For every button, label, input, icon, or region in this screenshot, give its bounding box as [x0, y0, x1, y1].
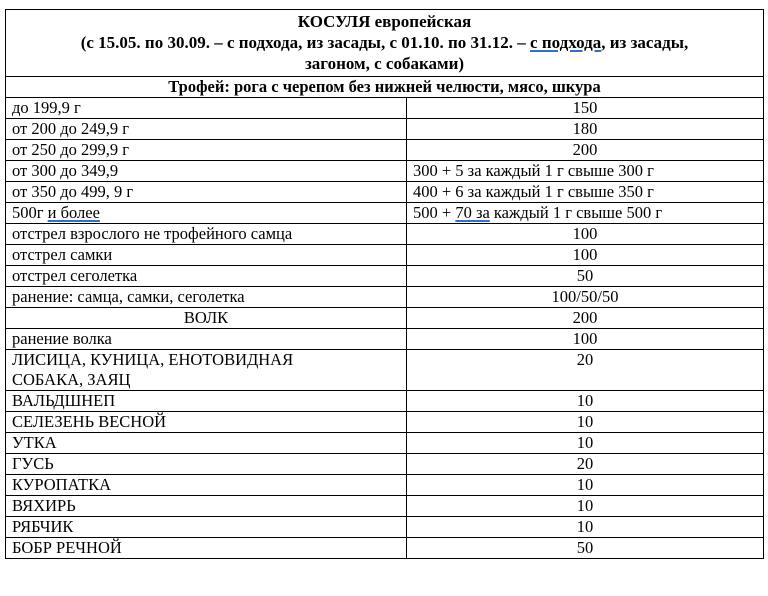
table-row [6, 203, 764, 224]
row-label: ВАЛЬДШНЕП [6, 391, 407, 412]
row-value: 10 [407, 433, 764, 454]
row-label: ранение: самца, самки, сеголетка [6, 287, 407, 308]
tariff-table [5, 9, 764, 559]
row-label: от 350 до 499, 9 г [6, 182, 407, 203]
table-row [6, 266, 764, 287]
row-value: 500 + 70 за каждый 1 г свыше 500 г [407, 203, 764, 224]
trophy-description: Трофей: рога с черепом без нижней челюсти, мясо, шкура [6, 77, 764, 98]
row-label: от 250 до 299,9 г [6, 140, 407, 161]
table-row [6, 517, 764, 538]
row-value: 20 [407, 454, 764, 475]
table-row [6, 119, 764, 140]
row-value: 100/50/50 [407, 287, 764, 308]
table-row [6, 161, 764, 182]
row-value: 10 [407, 496, 764, 517]
row-label: ранение волка [6, 329, 407, 350]
row-value: 100 [407, 245, 764, 266]
row-value: 50 [407, 538, 764, 559]
table-row [6, 475, 764, 496]
row-value: 10 [407, 412, 764, 433]
row-value: 180 [407, 119, 764, 140]
table-row [6, 224, 764, 245]
table-row [6, 140, 764, 161]
table-row [6, 350, 764, 391]
row-value: 150 [407, 98, 764, 119]
table-header-row [6, 10, 764, 77]
row-label: ВОЛК [6, 308, 407, 329]
table-row [6, 245, 764, 266]
species-header-cell [6, 10, 764, 77]
row-value: 200 [407, 308, 764, 329]
row-value: 400 + 6 за каждый 1 г свыше 350 г [407, 182, 764, 203]
row-label: 500г и более [6, 203, 407, 224]
row-value: 100 [407, 224, 764, 245]
row-value: 20 [407, 350, 764, 391]
row-label: РЯБЧИК [6, 517, 407, 538]
row-label: ВЯХИРЬ [6, 496, 407, 517]
row-label: от 300 до 349,9 [6, 161, 407, 182]
row-label: ГУСЬ [6, 454, 407, 475]
row-label: УТКА [6, 433, 407, 454]
row-label: до 199,9 г [6, 98, 407, 119]
species-title: КОСУЛЯ европейская [297, 12, 472, 31]
table-row [6, 329, 764, 350]
row-label: ЛИСИЦА, КУНИЦА, ЕНОТОВИДНАЯ СОБАКА, ЗАЯЦ [6, 350, 407, 391]
row-value: 10 [407, 475, 764, 496]
table-row [6, 98, 764, 119]
table-row [6, 412, 764, 433]
table-row [6, 308, 764, 329]
table-row [6, 496, 764, 517]
row-label: СЕЛЕЗЕНЬ ВЕСНОЙ [6, 412, 407, 433]
table-row [6, 391, 764, 412]
table-row [6, 287, 764, 308]
table-row [6, 538, 764, 559]
row-label: БОБР РЕЧНОЙ [6, 538, 407, 559]
trophy-header-row [6, 77, 764, 98]
row-label: отстрел самки [6, 245, 407, 266]
hunting-period-line-1: (с 15.05. по 30.09. – с подхода, из засады, с 01.10. по 31.12. – с подхода, из засады, [80, 33, 689, 52]
table-row [6, 433, 764, 454]
table-row [6, 454, 764, 475]
row-label: от 200 до 249,9 г [6, 119, 407, 140]
row-value: 100 [407, 329, 764, 350]
row-value: 10 [407, 517, 764, 538]
hunting-period-line-2: загоном, с собаками) [304, 54, 465, 73]
row-value: 200 [407, 140, 764, 161]
row-value: 300 + 5 за каждый 1 г свыше 300 г [407, 161, 764, 182]
row-value: 50 [407, 266, 764, 287]
row-label: отстрел сеголетка [6, 266, 407, 287]
table-row [6, 182, 764, 203]
row-value: 10 [407, 391, 764, 412]
row-label: КУРОПАТКА [6, 475, 407, 496]
row-label: отстрел взрослого не трофейного самца [6, 224, 407, 245]
